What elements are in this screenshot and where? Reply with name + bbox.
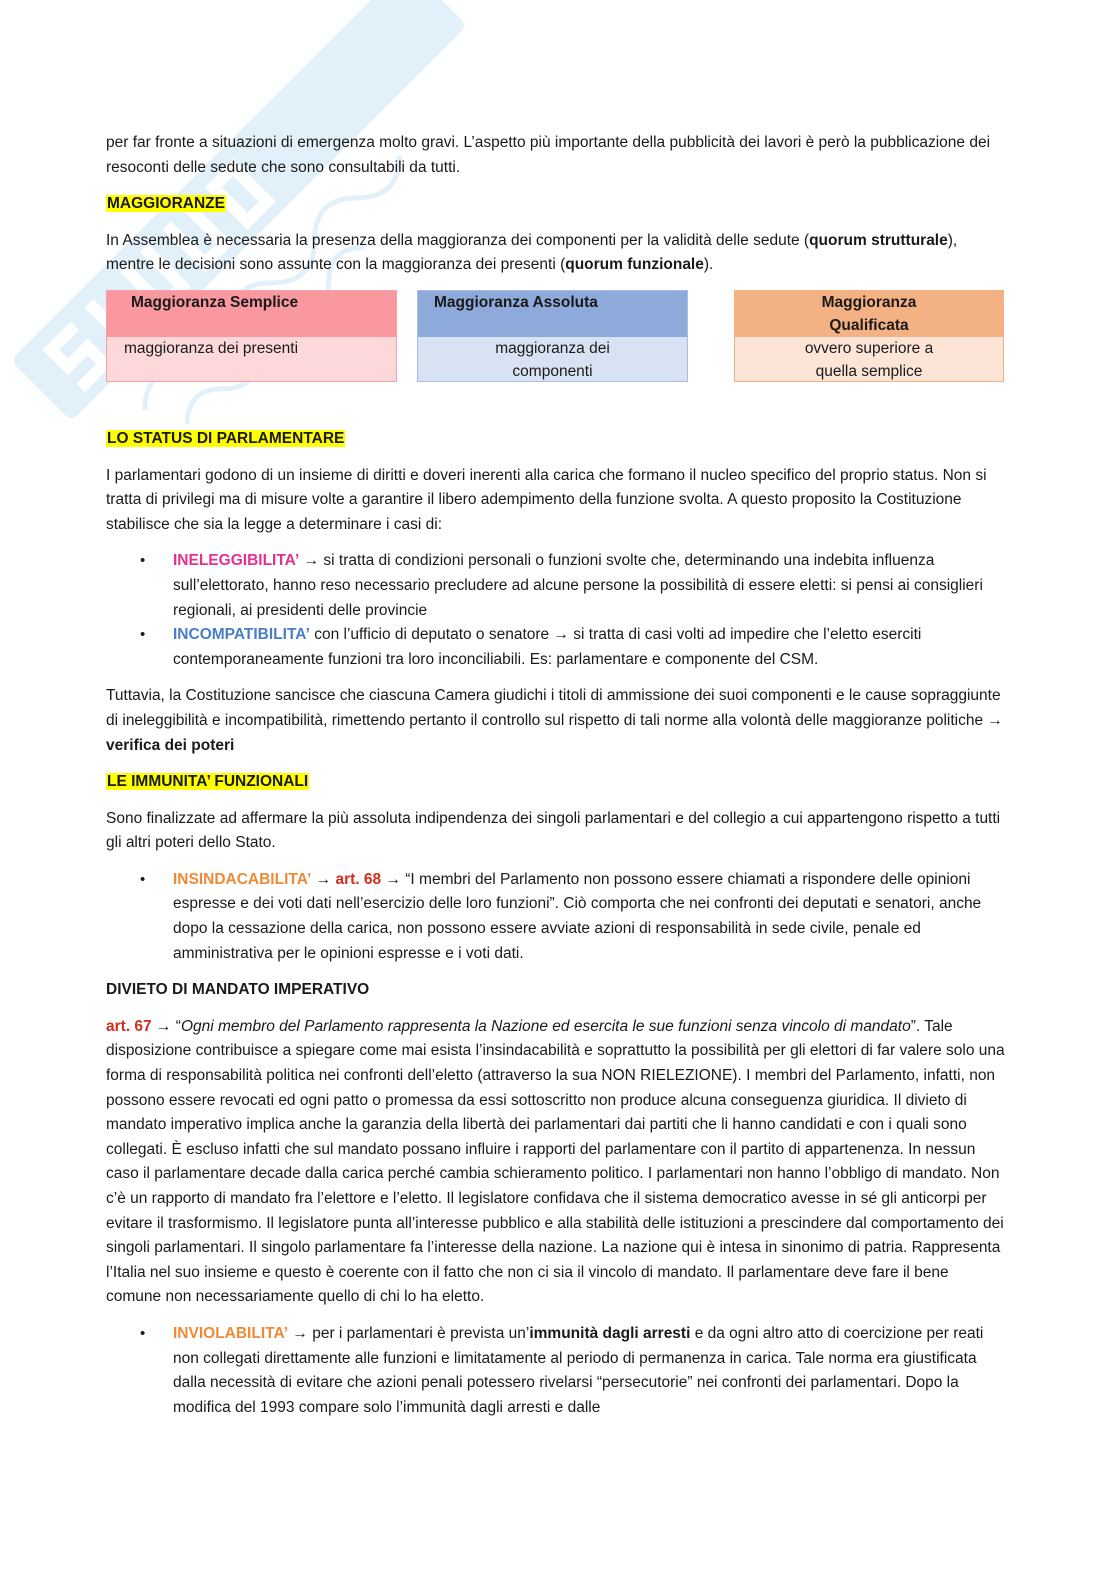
majority-types-diagram [106, 290, 1006, 384]
text-run: ). [703, 256, 714, 274]
highlighted-heading-text: LO STATUS DI PARLAMENTARE [107, 429, 345, 447]
section-heading-divieto: DIVIETO DI MANDATO IMPERATIVO [106, 981, 370, 999]
highlighted-heading-text: LE IMMUNITA’ FUNZIONALI [107, 773, 309, 791]
term-inviolabilita: INVIOLABILITA’ [173, 1324, 289, 1342]
status-paragraph: I parlamentari godono di un insieme di diritti e doveri inerenti alla carica che formano il nucleo specifico del proprio status. Non si tratta di privilegi ma di misure volte a garantire il libero adempimento della funzione svolta. A questo proposito la Costituzione stabilisce che sia la legge a determinare i casi di: [106, 466, 987, 533]
text-run: In Assemblea è necessaria la presenza della maggioranza dei componenti per la validità delle sedute ( [106, 231, 810, 249]
box-maggioranza-assoluta [417, 290, 688, 382]
term-insindacabilita: INSINDACABILITA’ [173, 870, 312, 888]
text-run: ”. Tale disposizione contribuisce a spiegare come mai esista l’insindacabilità e soprattutto la possibilità per gli elettori di far valere solo una forma di responsabilità politica nei confronti dell’eletto (attraverso la sua NON RIELEZIONE). I membri del Parlamento, infatti, non possono essere revocati ed ogni patto o promessa da essi sottoscritto non produce alcuna conseguenza giuridica. Il divieto di mandato imperativo implica anche la garanzia della libertà dei parlamentari dai partiti che li hanno candidati e con i quali sono collegati. È escluso infatti che sul mandato possano influire i rapporti del parlamentare con il partito di appartenenza. In nessun caso il parlamentare decade dalla carica perché cambia schieramento politico. I parlamentari non hanno l’obbligo di mandato. Non c’è un rapporto di mandato fra l’elettore e l’eletto. Il legislatore confidava che il sistema democratico avesse in sé gli anticorpi per evitare il trasformismo. Il legislatore punta all’interesse pubblico e alla stabilità delle istituzioni a prescindere dal comportamento dei singoli parlamentari. Il singolo parlamentare fa l’interesse della nazione. La nazione qui è intesa in sinonimo di patria. Rappresenta l’Italia nel suo insieme e questo è coerente con il fatto che non ci sia il vincolo di mandato. Il parlamentare deve fare il bene comune non necessariamente quello di chi lo ha eletto. [106, 1017, 1005, 1306]
box-body [107, 337, 396, 381]
text-run: e da ogni altro atto di coercizione per reati non collegati direttamente alle funzioni e limitatamente al periodo di permanenza in carica. Tale norma era giustificata dalla necessità di evitare che azioni penali potessero rivelarsi “persecutorie” nei confronti dei parlamentari. Dopo la modifica del 1993 compare solo l’immunità dagli arresti e dalle [173, 1324, 984, 1416]
highlighted-heading-text: MAGGIORANZE [107, 195, 225, 213]
term-incompatibilita: INCOMPATIBILITA’ [173, 626, 310, 644]
box-body-line-1: maggioranza dei [495, 339, 610, 357]
section-heading-immunita [106, 770, 1006, 795]
maggioranze-paragraph [106, 229, 1006, 278]
box-title-text: Maggioranza Semplice [131, 293, 299, 311]
text-run: Tuttavia, la Costituzione sancisce che ciascuna Camera giudichi i titoli di ammissione dei suoi componenti e le cause sopraggiunte di ineleggibilità e incompatibilità, rimettendo pertanto il controllo sul rispetto di tali norme alla volontà delle maggioranze politiche → [106, 687, 1003, 729]
text-run: con l’ufficio di deputato o senatore → si tratta di casi volti ad impedire che l’eletto eserciti contemporaneamente funzioni tra loro inconciliabili. Es: parlamentare e componente del CSM. [173, 626, 922, 668]
box-body-line-2: quella semplice [815, 362, 923, 380]
text-run: ), mentre le decisioni sono assunte con la maggioranza dei presenti ( [106, 231, 958, 274]
bold-term: quorum funzionale [565, 256, 704, 274]
list-item-inviolabilita [173, 1322, 1006, 1420]
immunita-paragraph: Sono finalizzate ad affermare la più assoluta indipendenza dei singoli parlamentari e del collegio a cui appartengono rispetto a tutti gli altri poteri dello Stato. [106, 809, 1001, 852]
box-maggioranza-qualificata [734, 290, 1004, 382]
box-maggioranza-semplice [106, 290, 397, 382]
bold-term: immunità dagli arresti [529, 1324, 691, 1342]
box-title-line-1: Maggioranza [821, 293, 917, 311]
box-title [735, 291, 1003, 337]
box-body [735, 337, 1003, 381]
box-title [418, 291, 687, 337]
list-item-incompatibilita [173, 623, 1006, 672]
document-page [106, 131, 1006, 1432]
box-title [107, 291, 396, 337]
text-run: → “I membri del Parlamento non possono essere chiamati a rispondere delle opinioni espresse e dei voti dati nell’esercizio delle loro funzioni”. Ciò comporta che nei confronti dei deputati e senatori, anche dopo la cessazione della carica, non possono essere avviate azioni di responsabilità in sede civile, penale ed amministrativa per le opinioni espresse e i voti dati. [173, 870, 982, 962]
italic-quote: Ogni membro del Parlamento rappresenta la Nazione ed esercita le sue funzioni senza vincolo di mandato [180, 1017, 911, 1035]
section-heading-maggioranze [106, 192, 1006, 217]
text-run: → “ [151, 1017, 181, 1035]
box-title-line-2: Qualificata [829, 316, 909, 334]
box-title-text: Maggioranza Assoluta [434, 293, 598, 311]
box-body-text: maggioranza dei presenti [124, 339, 299, 357]
text-run: → per i parlamentari è prevista un’ [288, 1324, 530, 1342]
intro-paragraph: per far fronte a situazioni di emergenza molto gravi. L’aspetto più importante della pubblicità dei lavori è però la pubblicazione dei resoconti delle sedute che sono consultabili da tutti. [106, 134, 991, 176]
text-run: → si tratta di condizioni personali o funzioni svolte che, determinando una indebita influenza sull’elettorato, hanno reso necessario precludere ad alcune persone la possibilità di essere eletti: si pensi ai consiglieri regionali, ai presidenti delle provincie [173, 552, 983, 619]
bold-term: verifica dei poteri [106, 736, 235, 754]
box-body-line-1: ovvero superiore a [804, 339, 934, 357]
article-reference: art. 67 [106, 1017, 152, 1035]
bold-term: quorum strutturale [809, 231, 948, 249]
list-item-ineleggibilita [173, 549, 1006, 623]
article-reference: art. 68 [335, 870, 382, 888]
status-bullet-list [106, 549, 1006, 672]
section-heading-status [106, 427, 1006, 452]
list-item-insindacabilita [173, 868, 1006, 966]
text-run: → [311, 870, 336, 888]
box-body [418, 337, 687, 381]
verifica-poteri-paragraph [106, 684, 1006, 758]
term-ineleggibilita: INELEGGIBILITA’ [173, 552, 300, 570]
immunita-bullet-list [106, 868, 1006, 966]
box-body-line-2: componenti [512, 362, 593, 380]
divieto-paragraph [106, 1015, 1006, 1310]
divieto-bullet-list [106, 1322, 1006, 1420]
